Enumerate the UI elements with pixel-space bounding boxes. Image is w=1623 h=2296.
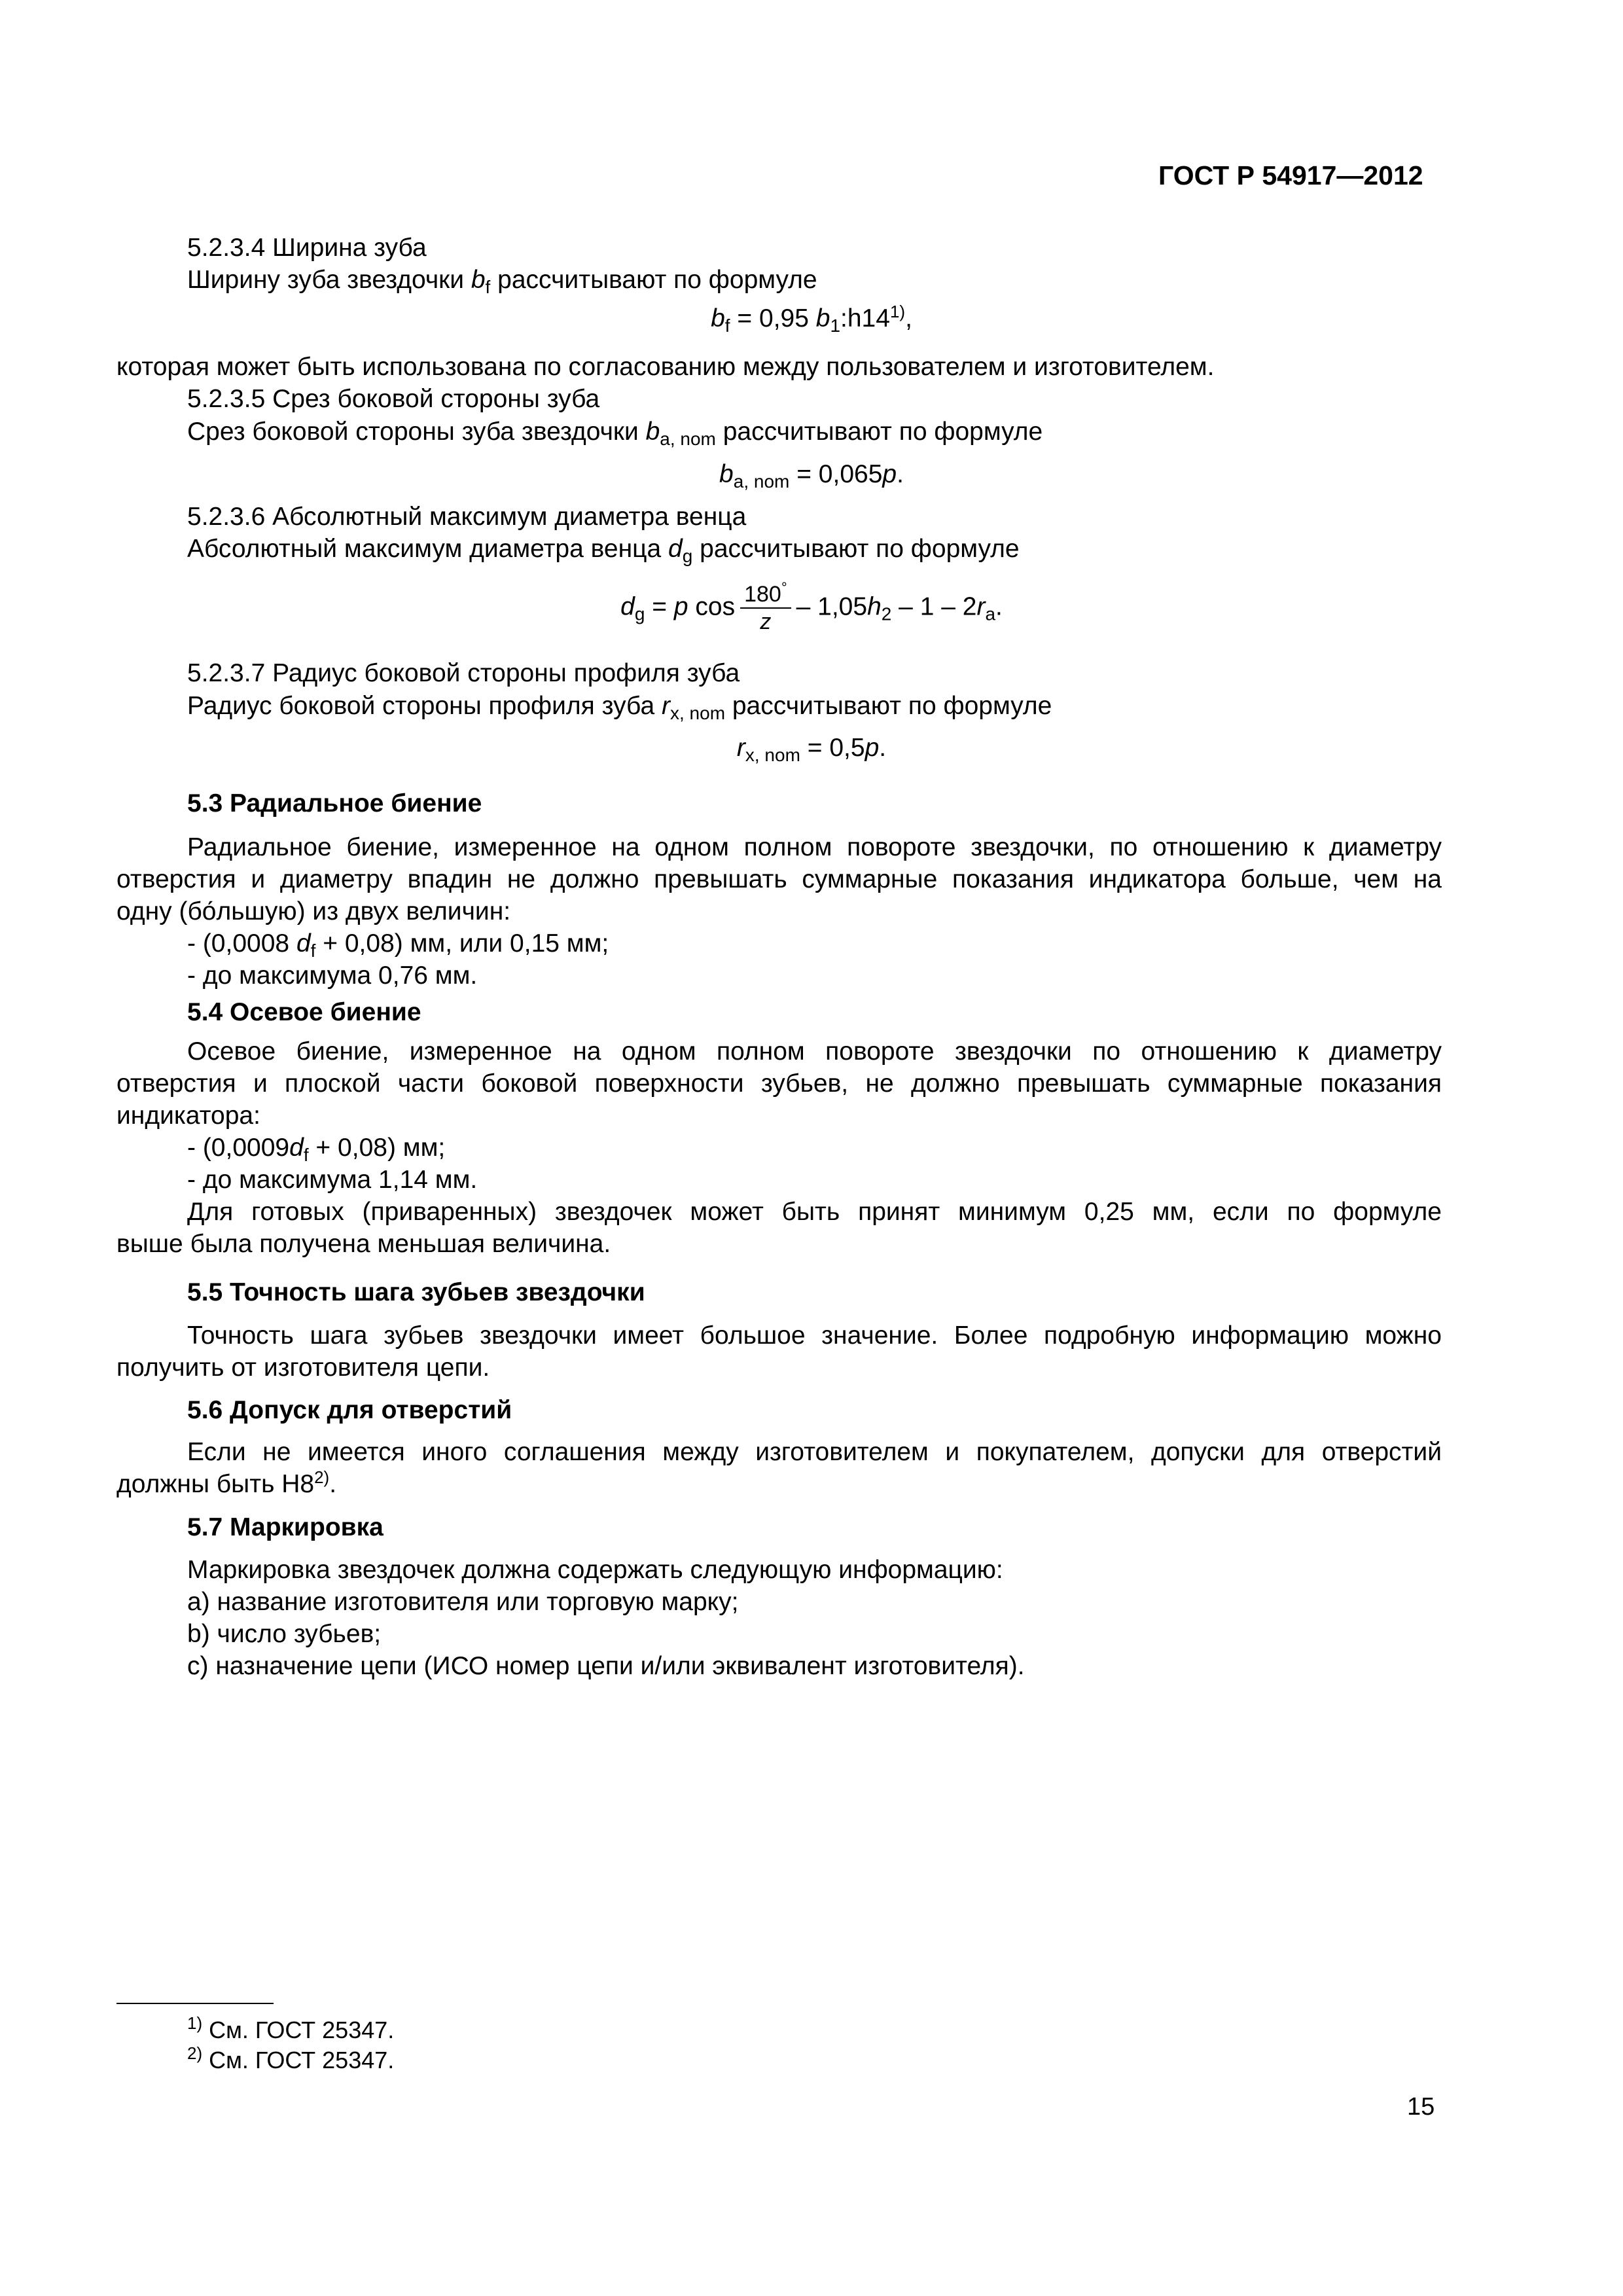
clause-5-2-3-6-text: Абсолютный максимум диаметра венца $d_g$ рассчитывают по формуле	[187, 535, 1020, 566]
section-5-4-para-line: индикатора:	[116, 1102, 260, 1130]
section-5-3-list-item: - (0,0008 $d_f + 0,08$) мм, или 0,15 мм;	[187, 929, 609, 961]
section-5-6-para-line: Если не имеется иного соглашения между изготовителем и покупателем, допуски для отверстий	[187, 1438, 1442, 1466]
section-5-6-heading: 5.6 Допуск для отверстий	[187, 1396, 512, 1424]
fraction: $\frac{180^\circ}{z}$	[740, 581, 791, 635]
clause-5-2-3-5-text: Срез боковой стороны зуба звездочки $b_{a, nom}$ рассчитывают по формуле	[187, 418, 1043, 449]
section-5-5-heading: 5.5 Точность шага зубьев звездочки	[187, 1278, 645, 1306]
section-5-4-heading: 5.4 Осевое биение	[187, 998, 421, 1026]
formula-side-chamfer: $b_{a, nom} = 0,065p$.	[719, 460, 904, 492]
section-5-3-list-item: - до максимума 0,76 мм.	[187, 961, 478, 990]
section-5-5-para-line: Точность шага зубьев звездочки имеет большое значение. Более подробную информацию можно	[187, 1321, 1442, 1350]
section-5-4-list-item: - $(0,0009d_f + 0,08)$ мм;	[187, 1134, 446, 1165]
section-5-7-para: Маркировка звездочек должна содержать следующую информацию:	[187, 1556, 1003, 1584]
footnote-separator	[116, 2003, 274, 2004]
section-5-7-list-item: a) название изготовителя или торговую марку;	[187, 1588, 739, 1616]
clause-5-2-3-5-title: 5.2.3.5 Срез боковой стороны зуба	[187, 385, 600, 413]
clause-5-2-3-6-title: 5.2.3.6 Абсолютный максимум диаметра венца	[187, 503, 747, 531]
section-5-4-para-line: Для готовых (приваренных) звездочек может быть принят минимум 0,25 мм, если по формуле	[187, 1198, 1442, 1226]
section-5-4-list-item: - до максимума 1,14 мм.	[187, 1166, 478, 1194]
formula-tooth-width: $b_f = 0,95$ $b_1:h14^{1)}$,	[711, 302, 912, 336]
clause-5-2-3-4-text: Ширину зуба звездочки $b_f$ рассчитывают по формуле	[187, 266, 817, 297]
footnote: $^{1)}$ См. ГОСТ 25347.	[187, 2013, 395, 2043]
section-5-4-para-line: Осевое биение, измеренное на одном полном повороте звездочки по отношению к диаметру	[187, 1037, 1442, 1066]
clause-5-2-3-4-title: 5.2.3.4 Ширина зуба	[187, 234, 427, 262]
clause-5-2-3-4-note: которая может быть использована по согласованию между пользователем и изготовителем.	[116, 353, 1215, 381]
section-5-6-para-line: должны быть H8$^{2)}$.	[116, 1467, 337, 1498]
footnote: $^{2)}$ См. ГОСТ 25347.	[187, 2043, 395, 2073]
section-5-7-list-item: b) число зубьев;	[187, 1620, 382, 1648]
section-5-5-para-line: получить от изготовителя цепи.	[116, 1354, 490, 1382]
section-5-3-para-line: одну (бо́льшую) из двух величин:	[116, 897, 511, 925]
page-number: 15	[1407, 2093, 1435, 2121]
document-code: ГОСТ Р 54917—2012	[1158, 160, 1423, 190]
section-5-7-list-item: c) назначение цепи (ИСО номер цепи и/или эквивалент изготовителя).	[187, 1652, 1025, 1680]
clause-5-2-3-7-title: 5.2.3.7 Радиус боковой стороны профиля зуба	[187, 659, 740, 687]
section-5-3-heading: 5.3 Радиальное биение	[187, 789, 482, 817]
section-5-3-para-line: Радиальное биение, измеренное на одном полном повороте звездочки, по отношению к диаметру	[187, 833, 1442, 861]
section-5-4-para-line: выше была получена меньшая величина.	[116, 1230, 611, 1258]
formula-tip-diameter: $d_g = p$ cos $\frac{180^\circ}{z}$ – $1,05h_2 - 1 - 2r_a$.	[620, 579, 1003, 634]
section-5-4-para-line: отверстия и плоской части боковой поверхности зубьев, не должно превышать суммарные показания	[116, 1069, 1442, 1098]
formula-side-radius: $r_{x, nom} = 0,5p$.	[736, 734, 887, 765]
clause-5-2-3-7-text: Радиус боковой стороны профиля зуба $r_{x, nom}$ рассчитывают по формуле	[187, 692, 1052, 723]
section-5-3-para-line: отверстия и диаметру впадин не должно превышать суммарные показания индикатора больше, чем на	[116, 865, 1442, 893]
section-5-7-heading: 5.7 Маркировка	[187, 1513, 383, 1541]
